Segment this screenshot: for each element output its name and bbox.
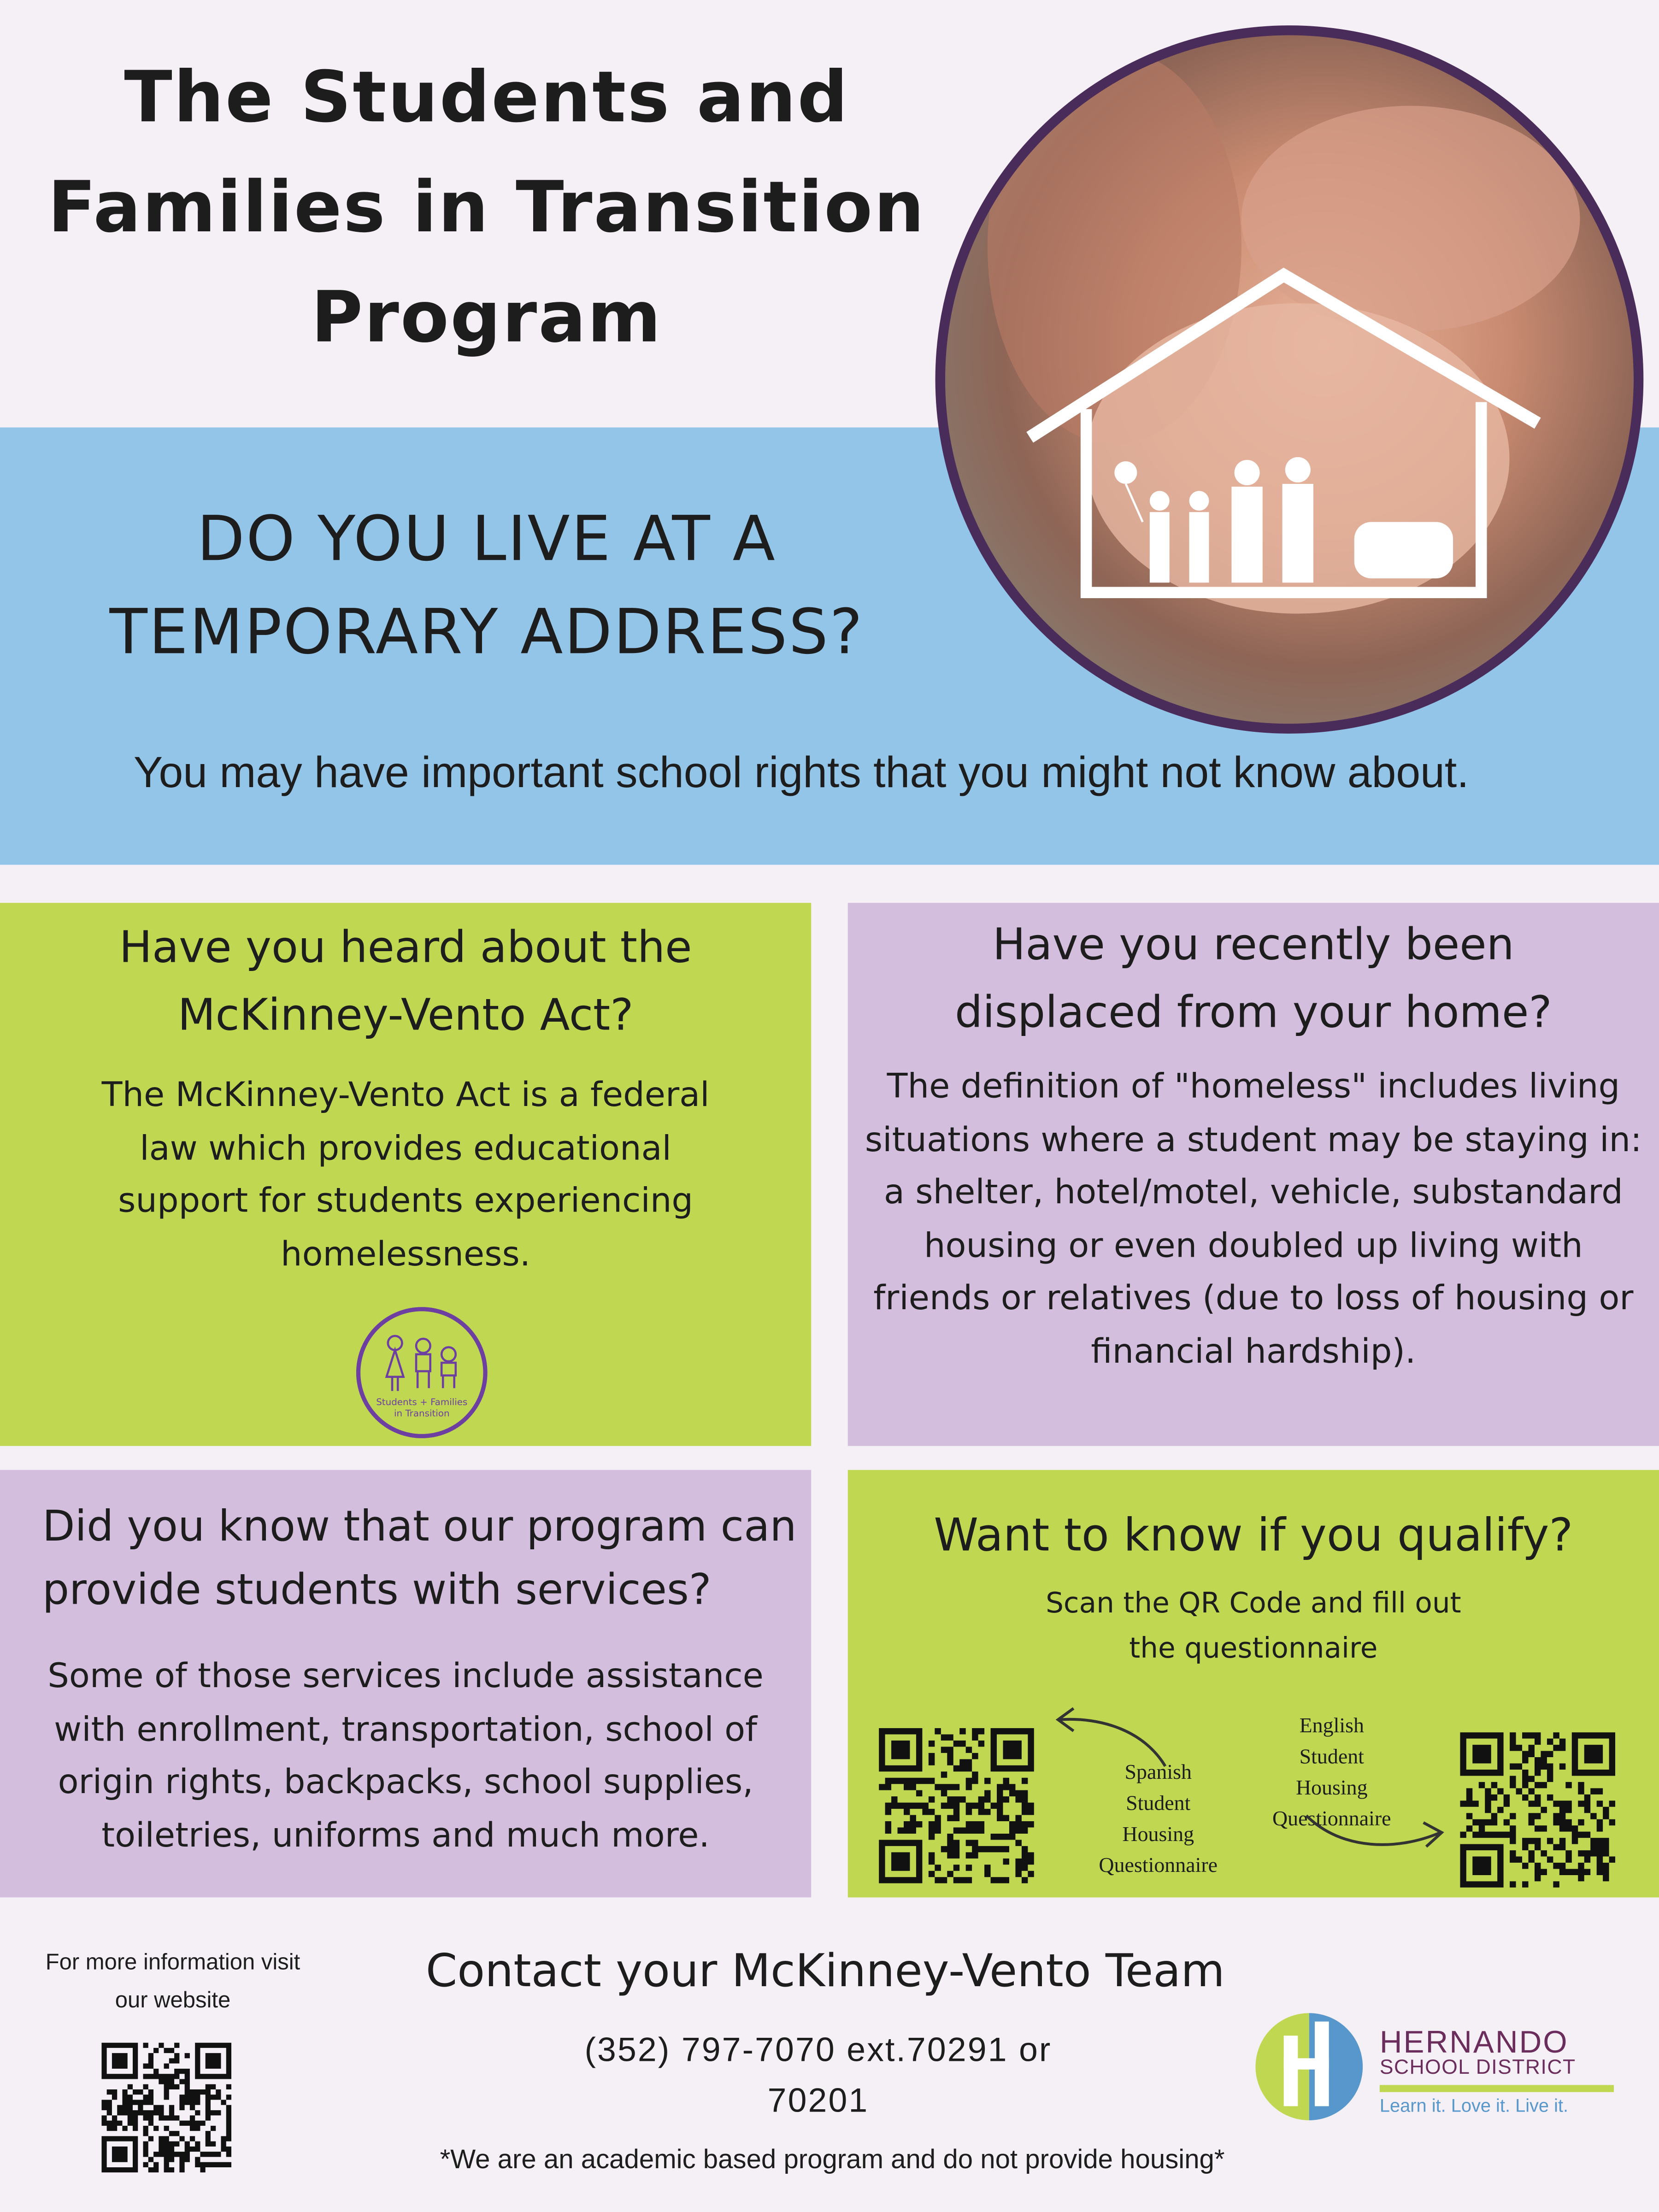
- qr-instruction: [848, 1580, 1659, 1671]
- arrow-left-icon: [1045, 1703, 1172, 1773]
- title-line: Families in Transition: [47, 166, 926, 248]
- qualify-box: [848, 1470, 1659, 1898]
- body-line: The McKinney-Vento Act is a federal: [101, 1075, 710, 1115]
- box-heading: [0, 1470, 811, 1623]
- box-heading: Want to know if you qualify?: [934, 1508, 1573, 1562]
- banner-question: [28, 494, 945, 680]
- website-qr-code[interactable]: [101, 2043, 231, 2173]
- heading-line: Have you recently been: [992, 919, 1514, 971]
- logo-divider: [1380, 2085, 1614, 2092]
- question-line: TEMPORARY ADDRESS?: [109, 596, 864, 669]
- label-line: Housing: [1295, 1777, 1368, 1800]
- hernando-h-icon: [1253, 2010, 1365, 2123]
- hernando-logo: [1253, 2010, 1647, 2130]
- page-title: [28, 42, 945, 372]
- contact-heading: Contact your McKinney-Vento Team: [425, 1944, 1225, 1998]
- arrow-right-icon: [1299, 1788, 1454, 1858]
- displaced-box: [848, 903, 1659, 1446]
- body-line: a shelter, hotel/motel, vehicle, substandard: [883, 1172, 1623, 1212]
- english-qr-code[interactable]: [1460, 1732, 1615, 1888]
- hands-house-photo: [935, 25, 1644, 734]
- body-line: The definition of "homeless" includes living: [887, 1066, 1620, 1106]
- phone-number[interactable]: [465, 2026, 1171, 2127]
- box-body: [848, 1061, 1659, 1378]
- phone-line: (352) 797-7070 ext.70291 or: [584, 2031, 1052, 2070]
- title-line: The Students and: [124, 56, 849, 138]
- box-heading: [848, 903, 1659, 1047]
- disclaimer: *We are an academic based program and do not provide housing*: [440, 2146, 1225, 2176]
- spanish-qr-label: [1074, 1758, 1243, 1882]
- label-line: Student: [1126, 1793, 1191, 1816]
- website-line: For more information visit: [45, 1951, 300, 1975]
- heading-line: McKinney-Vento Act?: [177, 990, 634, 1041]
- logo-tagline: Learn it. Love it. Live it.: [1379, 2094, 1569, 2116]
- heading-line: provide students with services?: [42, 1565, 712, 1616]
- svg-text:Students + Families: Students + Families: [376, 1396, 468, 1407]
- body-line: toiletries, uniforms and much more.: [101, 1815, 710, 1854]
- body-line: friends or relatives (due to loss of housing or: [873, 1278, 1634, 1318]
- house-family-illustration: [945, 35, 1634, 724]
- body-line: support for students experiencing: [118, 1181, 694, 1220]
- heading-line: Have you heard about the: [119, 923, 692, 974]
- body-line: origin rights, backpacks, school supplies,: [58, 1762, 753, 1802]
- mckinney-vento-box: [0, 903, 811, 1446]
- logo-name: HERNANDO: [1379, 2024, 1569, 2060]
- phone-line: 70201: [767, 2082, 869, 2120]
- label-line: Student: [1299, 1746, 1364, 1769]
- title-line: Program: [311, 276, 663, 359]
- body-line: law which provides educational: [140, 1128, 671, 1168]
- body-line: Some of those services include assistance: [47, 1656, 764, 1696]
- box-body: [0, 1651, 811, 1862]
- body-line: situations where a student may be staying in:: [865, 1119, 1642, 1159]
- question-line: DO YOU LIVE AT A: [197, 503, 777, 576]
- body-line: housing or even doubled up living with: [924, 1225, 1583, 1265]
- svg-text:in Transition: in Transition: [394, 1408, 450, 1419]
- services-box: [0, 1470, 811, 1898]
- website-note: [21, 1944, 324, 2020]
- label-line: English: [1299, 1715, 1364, 1738]
- body-line: homelessness.: [281, 1234, 531, 1273]
- qr-modules: [101, 2043, 231, 2173]
- qr-modules: [879, 1728, 1034, 1883]
- logo-sub: SCHOOL DISTRICT: [1379, 2057, 1576, 2080]
- box-heading: [0, 903, 811, 1049]
- banner-subtitle: You may have important school rights that you might not know about.: [133, 747, 1469, 797]
- heading-line: Did you know that our program can: [42, 1502, 797, 1552]
- label-line: Housing: [1122, 1824, 1194, 1847]
- body-line: with enrollment, transportation, school of: [54, 1709, 758, 1749]
- instruction-line: Scan the QR Code and fill out: [1046, 1585, 1461, 1620]
- label-line: Questionnaire: [1272, 1808, 1391, 1831]
- label-line: Questionnaire: [1099, 1855, 1218, 1878]
- label-line: Spanish: [1124, 1762, 1192, 1785]
- instruction-line: the questionnaire: [1129, 1630, 1378, 1665]
- spanish-qr-code[interactable]: [879, 1728, 1034, 1883]
- box-body: [0, 1069, 811, 1281]
- qr-modules: [1460, 1732, 1615, 1888]
- heading-line: displaced from your home?: [955, 987, 1552, 1039]
- website-line: our website: [115, 1989, 231, 2013]
- sfit-logo: [353, 1304, 491, 1442]
- body-line: financial hardship).: [1091, 1331, 1416, 1371]
